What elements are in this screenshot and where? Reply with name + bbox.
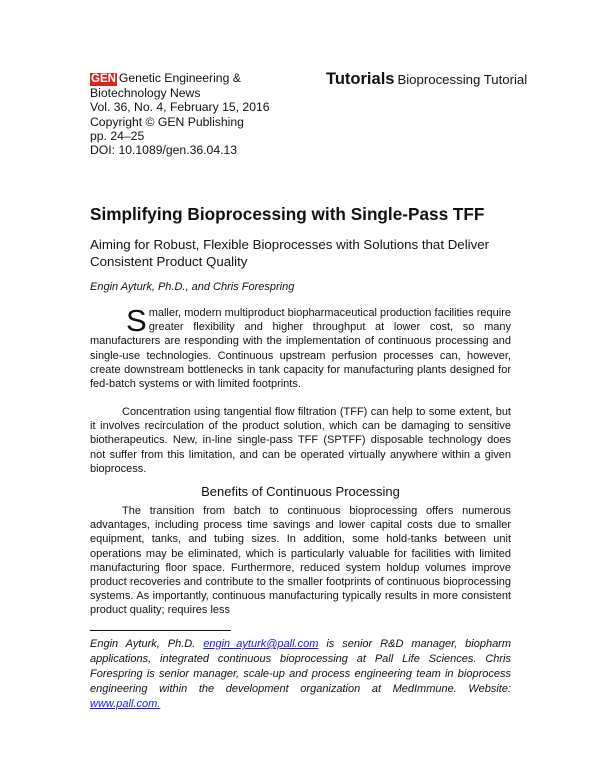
article-subtitle: Aiming for Robust, Flexible Bioprocesses with Solutions that Deliver Consistent Product Quality — [90, 237, 490, 269]
author-footnote — [90, 637, 511, 712]
drop-cap: S — [126, 303, 147, 338]
section-heading: Benefits of Continuous Processing — [201, 484, 400, 499]
section-label-main: Tutorials — [326, 70, 395, 88]
doi: DOI: 10.1089/gen.36.04.13 — [90, 143, 238, 158]
volume-info: Vol. 36, No. 4, February 15, 2016 — [90, 100, 270, 115]
journal-line-2: Biotechnology News — [90, 86, 201, 100]
paragraph-3: The transition from batch to continuous bioprocessing offers numerous advantages, including process time savings and lower capital costs due to smaller equipment, tanks, and tubing sizes. In addition, some hold-tanks between unit operations may be eliminated, which is particularly valuable for facilities with limited manufacturing floor space. Furthermore, reduced system holdup volumes improve product recoveries and contribute to the smaller footprints of continuous bioprocessing systems. As importantly, continuous manufacturing typically results in more consistent product quality; requires less — [90, 505, 511, 617]
gen-logo: GEN — [91, 73, 116, 85]
paragraph-1 — [90, 303, 511, 391]
paragraph-2: Concentration using tangential flow filtration (TFF) can help to some extent, but it involves recirculation of the product solution, which can be damaging to sensitive biotherapeutics. New, in-line single-pass TFF (SPTFF) disposable technology does not suffer from this limitation, and can be operated virtually anywhere within a given bioprocess. — [90, 406, 511, 475]
footnote-author: Engin Ayturk, Ph.D. — [90, 638, 196, 650]
website-link[interactable]: www.pall.com. — [90, 698, 161, 710]
paragraph-1-text: maller, modern multiproduct biopharmaceutical production facilities require greater flexibility and higher throughput at lower cost, so many manufacturers are responding with the implementation of continuous processing and single-use technologies. Continuous upstream perfusion processes can, however, create downstream bottlenecks in tank capacity for manufacturing plants designed for fed-batch systems or with limited footprints. — [90, 307, 511, 391]
section-label — [326, 70, 527, 89]
journal-name: Genetic Engineering & — [118, 71, 241, 85]
article-title: Simplifying Bioprocessing with Single-Pass TFF — [90, 204, 485, 224]
section-label-sub: Bioprocessing Tutorial — [397, 72, 528, 87]
email-link[interactable]: engin_ayturk@pall.com — [203, 638, 319, 650]
journal-line-1 — [90, 71, 270, 86]
journal-header — [90, 71, 270, 157]
article-authors: Engin Ayturk, Ph.D., and Chris Forespring — [90, 281, 295, 293]
footnote-divider — [90, 630, 231, 631]
copyright: Copyright © GEN Publishing — [90, 114, 244, 129]
footnote-bio: is senior R&D manager, biopharm applications, integrated continuous bioprocessing at Pall Life Sciences. Chris Forespring is senior manager, scale-up and process engineering team in bioprocess engineering within the development organization at MedImmune. Website: — [90, 638, 512, 695]
page-range: pp. 24–25 — [90, 128, 145, 143]
